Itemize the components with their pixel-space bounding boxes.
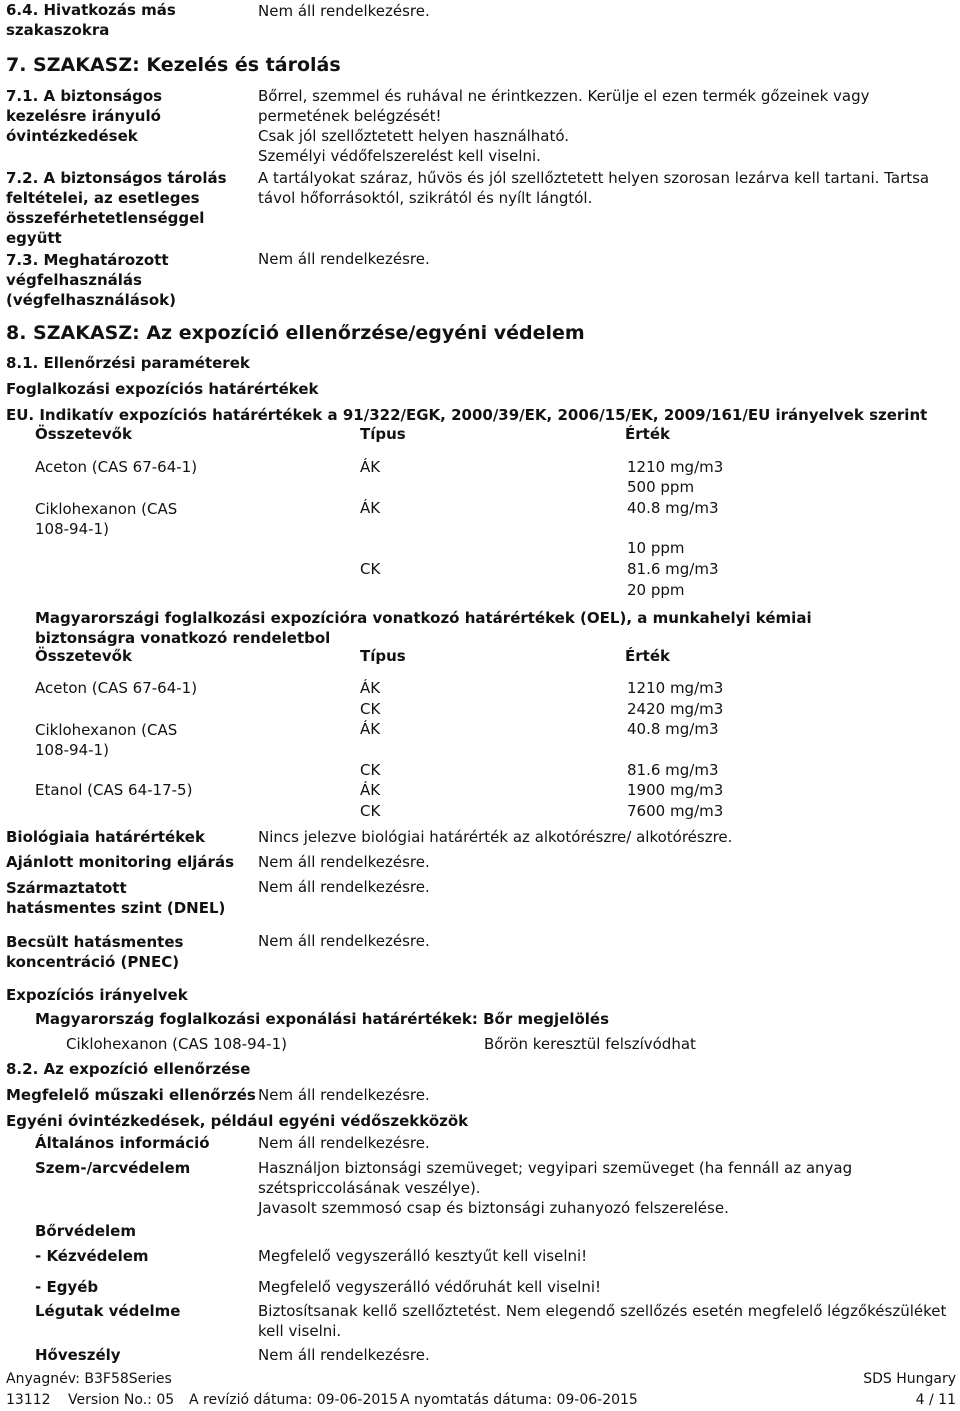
eu-row-value: 500 ppm [627,478,695,496]
eye-protection-line: Javasolt szemmosó csap és biztonsági zuhanyozó felszerelése. [258,1199,729,1217]
skin-designation-heading: Magyarország foglalkozási exponálási határértékek: Bőr megjelölés [35,1010,610,1028]
hu-row-value: 1900 mg/m3 [627,781,724,799]
hu-row-value: 1210 mg/m3 [627,679,724,697]
section-6-4-label: 6.4. Hivatkozás más szakaszokra [6,1,176,39]
hu-row-component: Ciklohexanon (CAS 108-94-1) [35,721,178,759]
respiratory-protection-label: Légutak védelme [35,1302,181,1320]
hu-row-value: 81.6 mg/m3 [627,761,719,779]
eu-row-component: Aceton (CAS 67-64-1) [35,458,198,476]
thermal-hazard-text: Nem áll rendelkezésre. [258,1346,430,1364]
hu-col-value: Érték [625,647,670,665]
hu-col-type: Típus [360,647,406,665]
eu-row-value: 20 ppm [627,581,685,599]
hu-row-type: CK [360,700,381,718]
monitoring-label: Ajánlott monitoring eljárás [6,853,234,871]
hu-row-value: 2420 mg/m3 [627,700,724,718]
dnel-label: Származtatott hatásmentes szint (DNEL) [6,879,226,917]
eu-row-type: CK [360,560,381,578]
hu-row-value: 7600 mg/m3 [627,802,724,820]
pnec-text: Nem áll rendelkezésre. [258,932,430,950]
other-protection-label: - Egyéb [35,1278,99,1296]
hu-row-component: Aceton (CAS 67-64-1) [35,679,198,697]
section-7-title: 7. SZAKASZ: Kezelés és tárolás [6,54,341,76]
eu-row-type: ÁK [360,499,381,517]
hu-row-value: 40.8 mg/m3 [627,720,719,738]
general-info-text: Nem áll rendelkezésre. [258,1134,430,1152]
section-7-1-text [258,86,948,166]
footer-material-name: Anyagnév: B3F58Series [6,1371,172,1387]
eye-protection-label: Szem-/arcvédelem [35,1159,191,1177]
skin-designation-note: Bőrön keresztül felszívódhat [484,1035,696,1053]
eu-row-component: Ciklohexanon (CAS 108-94-1) [35,500,178,538]
ppe-heading: Egyéni óvintézkedések, például egyéni védőszekközök [6,1112,469,1130]
section-7-1-line: Csak jól szellőztetett helyen használható. [258,127,570,145]
hand-protection-text: Megfelelő vegyszerálló kesztyűt kell viselni! [258,1247,588,1265]
eu-col-component: Összetevők [35,425,132,443]
footer-revision-date: A revízió dátuma: 09-06-2015 [189,1392,399,1408]
eu-col-value: Érték [625,425,670,443]
hu-row-type: ÁK [360,781,381,799]
footer-page-number: 4 / 11 [915,1392,956,1408]
section-7-1-line: Bőrrel, szemmel és ruhával ne érintkezzen. Kerülje el ezen termék gőzeinek vagy permetének belégzését! [258,87,870,125]
eye-protection-line: Használjon biztonsági szemüveget; vegyipari szemüveget (ha fennáll az anyag szétspriccolásának veszélye). [258,1159,853,1197]
dnel-text: Nem áll rendelkezésre. [258,878,430,896]
hu-col-component: Összetevők [35,647,132,665]
section-7-1-line: Személyi védőfelszerelést kell viselni. [258,147,541,165]
section-7-3-text: Nem áll rendelkezésre. [258,250,430,268]
hu-row-type: CK [360,761,381,779]
section-8-2-heading: 8.2. Az expozíció ellenőrzése [6,1060,251,1078]
footer-print-date: A nyomtatás dátuma: 09-06-2015 [400,1392,638,1408]
eu-row-type: ÁK [360,458,381,476]
other-protection-text: Megfelelő vegyszerálló védőruhát kell viselni! [258,1278,602,1296]
engineering-text: Nem áll rendelkezésre. [258,1086,430,1104]
eu-heading: EU. Indikatív expozíciós határértékek a 91/322/EGK, 2000/39/EK, 2006/15/EK, 2009/161/EU irányelvek szerint [6,406,928,424]
footer-version: Version No.: 05 [68,1392,175,1408]
section-7-1-label: 7.1. A biztonságos kezelésre irányuló óvintézkedések [6,87,163,145]
eye-protection-text [258,1158,953,1218]
skin-protection-label: Bőrvédelem [35,1222,136,1240]
hu-row-type: CK [360,802,381,820]
skin-designation-component: Ciklohexanon (CAS 108-94-1) [66,1035,287,1053]
footer-code: 13112 [6,1392,51,1408]
section-7-2-label: 7.2. A biztonságos tárolás feltételei, az esetleges összeférhetetlenséggel együtt [6,169,227,247]
footer-sds-label: SDS Hungary [863,1371,956,1387]
general-info-label: Általános információ [35,1134,210,1152]
section-7-3-label: 7.3. Meghatározott végfelhasználás (végfelhasználások) [6,251,176,309]
eu-row-value: 10 ppm [627,539,685,557]
hand-protection-label: - Kézvédelem [35,1247,149,1265]
pnec-label: Becsült hatásmentes koncentráció (PNEC) [6,933,184,971]
hu-row-component: Etanol (CAS 64-17-5) [35,781,193,799]
hu-row-type: ÁK [360,679,381,697]
bio-text: Nincs jelezve biológiai határérték az alkotórészre/ alkotórészre. [258,828,733,846]
exposure-guidelines-heading: Expozíciós irányelvek [6,986,188,1004]
thermal-hazard-label: Hőveszély [35,1346,121,1364]
section-6-4-text: Nem áll rendelkezésre. [258,2,430,20]
hu-row-type: ÁK [360,720,381,738]
bio-label: Biológiaia határértékek [6,828,205,846]
eu-row-value: 1210 mg/m3 [627,458,724,476]
section-8-title: 8. SZAKASZ: Az expozíció ellenőrzése/egyéni védelem [6,322,585,344]
hu-heading: Magyarországi foglalkozási expozícióra vonatkozó határértékek (OEL), a munkahelyi kémiai biztonságra vonatkozó rendeletbol [35,609,812,647]
eu-row-value: 40.8 mg/m3 [627,499,719,517]
monitoring-text: Nem áll rendelkezésre. [258,853,430,871]
eu-row-value: 81.6 mg/m3 [627,560,719,578]
respiratory-protection-text: Biztosítsanak kellő szellőztetést. Nem elegendő szellőzés esetén megfelelő légzőkészüléket kell viselni. [258,1302,947,1340]
section-7-2-text: A tartályokat száraz, hűvös és jól szellőztetett helyen szorosan lezárva kell tartani. Tartsa távol hőforrásoktól, szikrától és nyílt lángtól. [258,169,930,207]
oel-heading: Foglalkozási expozíciós határértékek [6,380,319,398]
eu-col-type: Típus [360,425,406,443]
engineering-label: Megfelelő műszaki ellenőrzés [6,1086,256,1104]
section-8-1-heading: 8.1. Ellenőrzési paraméterek [6,354,250,372]
